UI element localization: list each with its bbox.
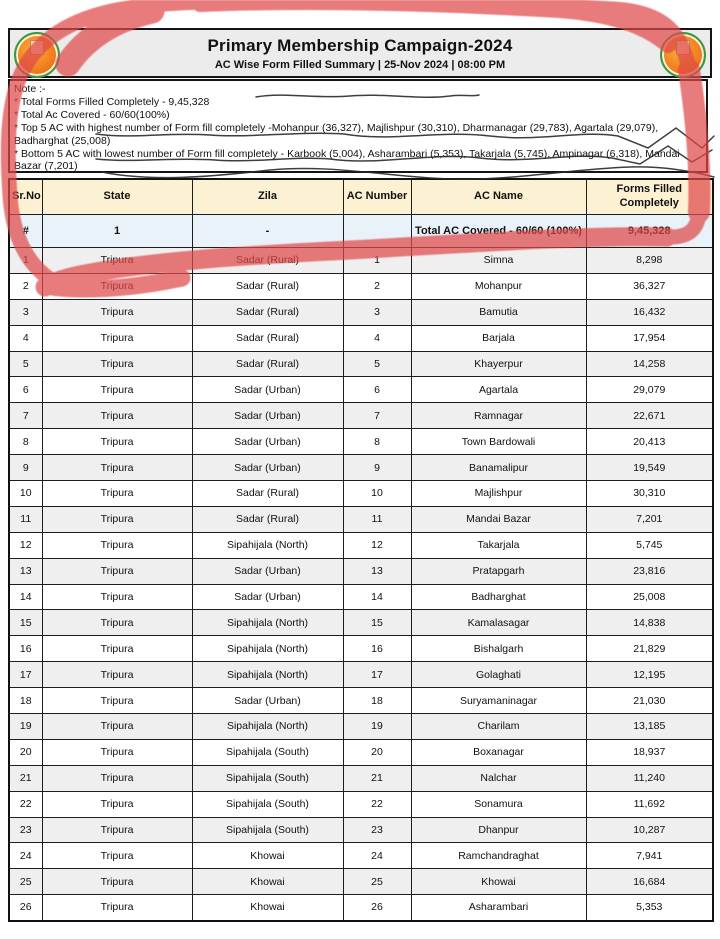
table-cell: Sadar (Rural) — [192, 325, 343, 351]
table-cell: 22 — [343, 791, 411, 817]
table-cell: Sipahijala (South) — [192, 791, 343, 817]
table-row — [9, 248, 713, 274]
table-row — [9, 429, 713, 455]
table-cell: Tripura — [42, 377, 192, 403]
table-cell: Tripura — [42, 869, 192, 895]
page-subtitle: AC Wise Form Filled Summary | 25-Nov 2024 | 08:00 PM — [214, 58, 506, 71]
table-cell: 19 — [9, 714, 42, 740]
table-cell: Bishalgarh — [411, 636, 586, 662]
table-cell: 13,185 — [586, 714, 713, 740]
table-cell: 10 — [343, 481, 411, 507]
table-row — [9, 662, 713, 688]
note-label: Note :- — [14, 83, 46, 95]
table-cell: 5,353 — [586, 895, 713, 921]
table-cell: Ramnagar — [411, 403, 586, 429]
table-cell: 14,838 — [586, 610, 713, 636]
table-cell: Tripura — [42, 662, 192, 688]
table-cell: 5 — [343, 351, 411, 377]
table-cell: Tripura — [42, 895, 192, 921]
table-cell: 25 — [9, 869, 42, 895]
table-cell: 7 — [9, 403, 42, 429]
table-cell: Sadar (Rural) — [192, 299, 343, 325]
table-cell: 16 — [343, 636, 411, 662]
table-row — [9, 299, 713, 325]
table-cell: Agartala — [411, 377, 586, 403]
table-cell: 11 — [343, 506, 411, 532]
table-cell: 30,310 — [586, 481, 713, 507]
table-cell: Tripura — [42, 403, 192, 429]
table-cell: 6 — [9, 377, 42, 403]
table-cell: Tripura — [42, 325, 192, 351]
column-header: State — [42, 179, 192, 215]
table-cell: 5,745 — [586, 532, 713, 558]
table-cell: 18 — [343, 688, 411, 714]
table-cell: 24 — [9, 843, 42, 869]
table-cell: Khowai — [192, 843, 343, 869]
table-cell: 7 — [343, 403, 411, 429]
table-cell: 19 — [343, 714, 411, 740]
table-cell: 9 — [9, 455, 42, 481]
table-row — [9, 584, 713, 610]
table-cell: Tripura — [42, 765, 192, 791]
table-row — [9, 739, 713, 765]
table-cell: 11,240 — [586, 765, 713, 791]
table-cell: 2 — [343, 273, 411, 299]
table-cell: Tripura — [42, 558, 192, 584]
table-cell: Barjala — [411, 325, 586, 351]
table-cell: Sadar (Rural) — [192, 506, 343, 532]
table-cell: 8 — [343, 429, 411, 455]
ac-summary-table — [8, 178, 714, 922]
table-cell: Sonamura — [411, 791, 586, 817]
table-cell: Sipahijala (North) — [192, 610, 343, 636]
table-cell: Sadar (Rural) — [192, 351, 343, 377]
table-cell: 16,432 — [586, 299, 713, 325]
note-lines — [14, 96, 702, 173]
table-cell: Sipahijala (North) — [192, 636, 343, 662]
column-header: Zila — [192, 179, 343, 215]
table-cell: 3 — [9, 299, 42, 325]
table-cell: Tripura — [42, 532, 192, 558]
table-cell: 21 — [343, 765, 411, 791]
table-cell: 14,258 — [586, 351, 713, 377]
table-row — [9, 817, 713, 843]
column-header: AC Number — [343, 179, 411, 215]
column-header: AC Name — [411, 179, 586, 215]
table-cell: Kamalasagar — [411, 610, 586, 636]
table-row — [9, 688, 713, 714]
table-cell: 19,549 — [586, 455, 713, 481]
table-cell: 21,829 — [586, 636, 713, 662]
logo-emblem-icon — [676, 40, 690, 55]
table-cell: 9 — [343, 455, 411, 481]
table-row — [9, 532, 713, 558]
table-cell: Banamalipur — [411, 455, 586, 481]
table-cell: 26 — [9, 895, 42, 921]
table-cell: Pratapgarh — [411, 558, 586, 584]
table-row — [9, 791, 713, 817]
table-cell: Khowai — [411, 869, 586, 895]
summary-row — [9, 215, 713, 248]
table-cell: 13 — [9, 558, 42, 584]
table-cell: Tripura — [42, 739, 192, 765]
table-row — [9, 714, 713, 740]
table-cell: Sipahijala (North) — [192, 532, 343, 558]
party-logo-right-icon — [660, 32, 706, 78]
table-row — [9, 843, 713, 869]
table-cell: Tripura — [42, 817, 192, 843]
summary-srno: # — [9, 215, 42, 248]
table-cell: Tripura — [42, 481, 192, 507]
table-cell: Sadar (Rural) — [192, 481, 343, 507]
logo-emblem-icon — [30, 40, 44, 55]
table-cell: Sadar (Urban) — [192, 403, 343, 429]
table-cell: Tripura — [42, 273, 192, 299]
table-cell: Nalchar — [411, 765, 586, 791]
table-cell: Khowai — [192, 895, 343, 921]
table-row — [9, 765, 713, 791]
summary-ac-number — [343, 215, 411, 248]
table-cell: 12,195 — [586, 662, 713, 688]
table-cell: Tripura — [42, 843, 192, 869]
table-cell: Town Bardowali — [411, 429, 586, 455]
table-cell: Sadar (Urban) — [192, 558, 343, 584]
table-cell: Tripura — [42, 455, 192, 481]
table-row — [9, 869, 713, 895]
summary-state: 1 — [42, 215, 192, 248]
table-cell: Tripura — [42, 351, 192, 377]
table-cell: Sipahijala (South) — [192, 739, 343, 765]
table-row — [9, 506, 713, 532]
table-cell: 10,287 — [586, 817, 713, 843]
table-row — [9, 325, 713, 351]
table-cell: Takarjala — [411, 532, 586, 558]
table-cell: 13 — [343, 558, 411, 584]
table-cell: 15 — [9, 610, 42, 636]
table-cell: 17 — [9, 662, 42, 688]
table-cell: Asharambari — [411, 895, 586, 921]
table-cell: 15 — [343, 610, 411, 636]
table-cell: 18 — [9, 688, 42, 714]
note-line: * Bottom 5 AC with lowest number of Form fill completely - Karbook (5,004), Asharambari (5,353), Takarjala (5,745), Ampinagar (6,318), Mandai Bazar (7,201) — [14, 147, 680, 173]
table-cell: 25 — [343, 869, 411, 895]
table-cell: 4 — [343, 325, 411, 351]
table-row — [9, 455, 713, 481]
table-cell: Sipahijala (North) — [192, 662, 343, 688]
table-cell: 17,954 — [586, 325, 713, 351]
table-cell: 7,941 — [586, 843, 713, 869]
table-cell: 11 — [9, 506, 42, 532]
table-cell: 7,201 — [586, 506, 713, 532]
table-cell: 12 — [9, 532, 42, 558]
table-cell: 23 — [343, 817, 411, 843]
table-cell: 23 — [9, 817, 42, 843]
table-cell: 25,008 — [586, 584, 713, 610]
table-cell: 6 — [343, 377, 411, 403]
table-cell: Tripura — [42, 636, 192, 662]
table-cell: 24 — [343, 843, 411, 869]
table-row — [9, 377, 713, 403]
table-cell: Dhanpur — [411, 817, 586, 843]
table-row — [9, 351, 713, 377]
summary-forms: 9,45,328 — [586, 215, 713, 248]
table-cell: Sadar (Rural) — [192, 273, 343, 299]
note-line: * Total Forms Filled Completely - 9,45,328 — [14, 95, 210, 108]
table-cell: 1 — [9, 248, 42, 274]
table-cell: 22 — [9, 791, 42, 817]
table-cell: 23,816 — [586, 558, 713, 584]
party-logo-left-icon — [14, 32, 60, 78]
table-cell: 18,937 — [586, 739, 713, 765]
table-cell: Bamutia — [411, 299, 586, 325]
table-cell: Sadar (Urban) — [192, 584, 343, 610]
note-section — [8, 79, 708, 173]
table-cell: Khowai — [192, 869, 343, 895]
table-cell: Simna — [411, 248, 586, 274]
table-cell: Charilam — [411, 714, 586, 740]
table-cell: Mandai Bazar — [411, 506, 586, 532]
table-cell: 20 — [343, 739, 411, 765]
table-cell: 21,030 — [586, 688, 713, 714]
table-cell: Suryamaninagar — [411, 688, 586, 714]
page-title: Primary Membership Campaign-2024 — [207, 35, 513, 55]
table-cell: 8 — [9, 429, 42, 455]
table-cell: Tripura — [42, 584, 192, 610]
table-row — [9, 403, 713, 429]
table-row — [9, 636, 713, 662]
table-cell: Tripura — [42, 714, 192, 740]
column-header: Sr.No — [9, 179, 42, 215]
table-cell: Sadar (Urban) — [192, 377, 343, 403]
table-row — [9, 558, 713, 584]
table-row — [9, 610, 713, 636]
table-cell: Sadar (Rural) — [192, 248, 343, 274]
table-cell: 10 — [9, 481, 42, 507]
table-cell: Golaghati — [411, 662, 586, 688]
table-cell: Tripura — [42, 610, 192, 636]
table-cell: 1 — [343, 248, 411, 274]
table-cell: Sadar (Urban) — [192, 688, 343, 714]
table-cell: Mohanpur — [411, 273, 586, 299]
table-cell: 26 — [343, 895, 411, 921]
table-cell: Tripura — [42, 429, 192, 455]
table-cell: 36,327 — [586, 273, 713, 299]
table-cell: 8,298 — [586, 248, 713, 274]
table-cell: 12 — [343, 532, 411, 558]
table-cell: Tripura — [42, 506, 192, 532]
table-cell: 20 — [9, 739, 42, 765]
table-row — [9, 895, 713, 921]
table-cell: 21 — [9, 765, 42, 791]
table-cell: Tripura — [42, 299, 192, 325]
table-cell: 2 — [9, 273, 42, 299]
table-cell: Majlishpur — [411, 481, 586, 507]
table-cell: 14 — [343, 584, 411, 610]
summary-zila: - — [192, 215, 343, 248]
table-cell: 5 — [9, 351, 42, 377]
table-cell: 16 — [9, 636, 42, 662]
table-body — [9, 215, 713, 921]
table-cell: Tripura — [42, 248, 192, 274]
table-cell: 29,079 — [586, 377, 713, 403]
table-cell: Boxanagar — [411, 739, 586, 765]
table-cell: Badharghat — [411, 584, 586, 610]
report-header — [8, 28, 712, 78]
table-cell: 14 — [9, 584, 42, 610]
table-cell: 4 — [9, 325, 42, 351]
table-row — [9, 481, 713, 507]
table-cell: Sipahijala (South) — [192, 765, 343, 791]
table-cell: 16,684 — [586, 869, 713, 895]
table-cell: 20,413 — [586, 429, 713, 455]
table-cell: 17 — [343, 662, 411, 688]
table-cell: Sipahijala (South) — [192, 817, 343, 843]
table-cell: 22,671 — [586, 403, 713, 429]
table-cell: Tripura — [42, 791, 192, 817]
table-cell: Sipahijala (North) — [192, 714, 343, 740]
column-header: Forms Filled Completely — [586, 179, 713, 215]
table-cell: 3 — [343, 299, 411, 325]
table-cell: Khayerpur — [411, 351, 586, 377]
note-line: * Total Ac Covered - 60/60(100%) — [14, 108, 170, 121]
table-row — [9, 273, 713, 299]
note-line: * Top 5 AC with highest number of Form fill completely -Mohanpur (36,327), Majlishpur (30,310), Dharmanagar (29,783), Agartala (29,079), Badharghat (25,008) — [14, 121, 659, 147]
table-cell: Sadar (Urban) — [192, 455, 343, 481]
table-cell: 11,692 — [586, 791, 713, 817]
summary-ac-name: Total AC Covered - 60/60 (100%) — [411, 215, 586, 248]
table-cell: Sadar (Urban) — [192, 429, 343, 455]
table-cell: Ramchandraghat — [411, 843, 586, 869]
table-cell: Tripura — [42, 688, 192, 714]
table-header-row — [9, 179, 713, 215]
